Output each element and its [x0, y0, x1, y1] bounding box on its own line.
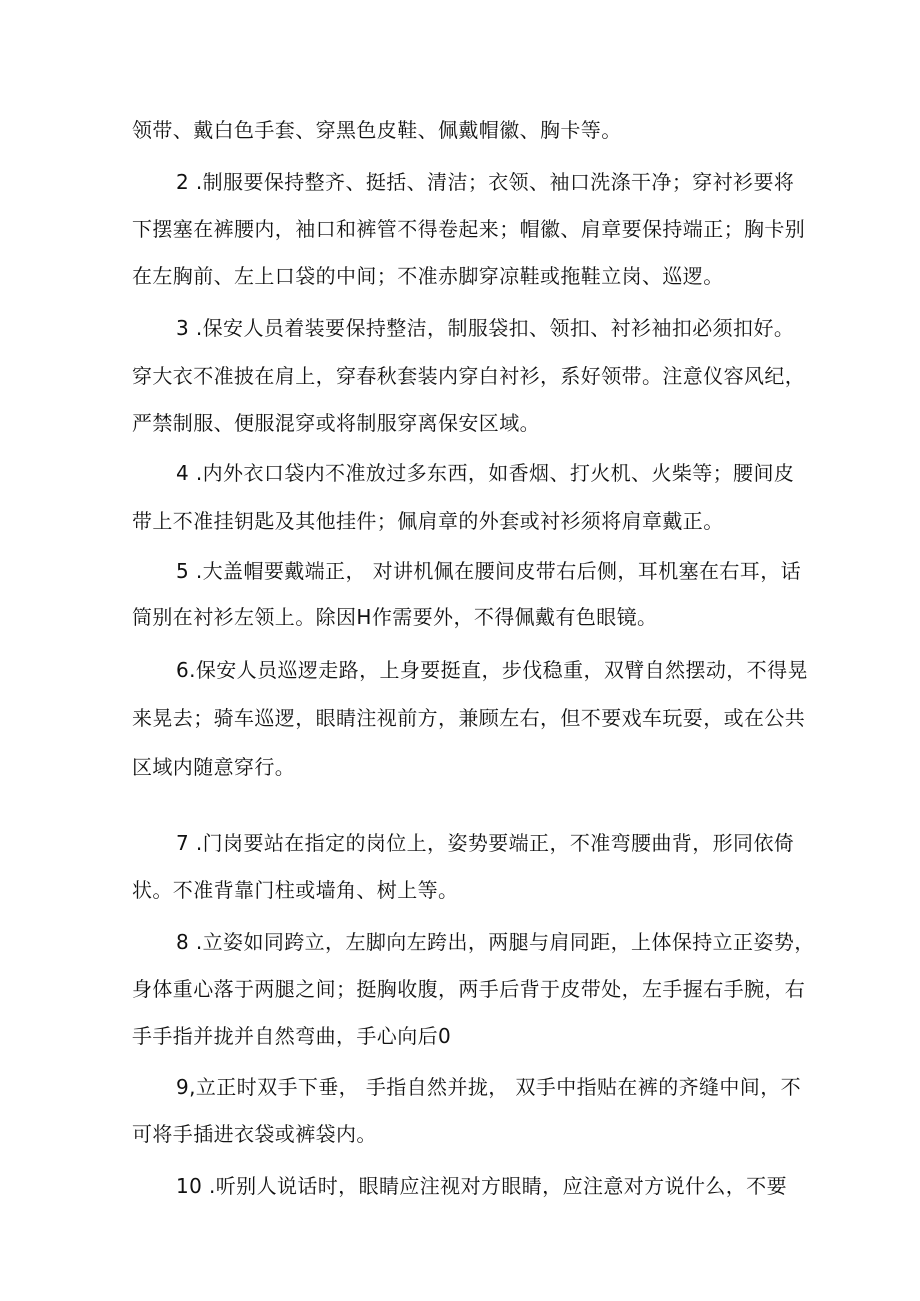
text-line: 身体重心落于两腿之间；挺胸收腹，两手后背于皮带处，左手握右手腕，右 — [132, 977, 806, 1001]
paragraph-7-start: 7 .门岗要站在指定的岗位上，姿势要端正，不准弯腰曲背，形同依倚 — [176, 831, 795, 855]
paragraph-6-start: 6.保安人员巡逻走路，上身要挺直，步伐稳重，双臂自然摆动，不得晃 — [176, 658, 808, 682]
text-line: 领带、戴白色手套、穿黑色皮鞋、佩戴帽徽、胸卡等。 — [132, 118, 622, 142]
text-line: 状。不准背靠门柱或墙角、树上等。 — [132, 878, 459, 902]
paragraph-4-start: 4 .内外衣口袋内不准放过多东西，如香烟、打火机、火柴等；腰间皮 — [176, 461, 795, 485]
text-line: 筒别在衬衫左领上。除因H作需要外，不得佩戴有色眼镜。 — [132, 605, 658, 629]
paragraph-8-start: 8 .立姿如同跨立，左脚向左跨出，两腿与肩同距，上体保持立正姿势， — [176, 930, 815, 954]
text-line: 严禁制服、便服混穿或将制服穿离保安区域。 — [132, 411, 540, 435]
paragraph-10-start: 10 .听别人说话时，眼睛应注视对方眼睛，应注意对方说什么，不要 — [176, 1174, 787, 1198]
paragraph-5-start: 5 .大盖帽要戴端正， 对讲机佩在腰间皮带右后侧，耳机塞在右耳，话 — [176, 559, 801, 583]
text-line: 区域内随意穿行。 — [132, 755, 296, 779]
text-line: 可将手插进衣袋或裤袋内。 — [132, 1122, 377, 1146]
paragraph-9-start: 9,立正时双手下垂， 手指自然并拢， 双手中指贴在裤的齐缝中间，不 — [176, 1075, 801, 1099]
text-line: 手手指并拢并自然弯曲，手心向后0 — [132, 1024, 452, 1048]
text-line: 带上不准挂钥匙及其他挂件；佩肩章的外套或衬衫须将肩章戴正。 — [132, 509, 724, 533]
text-line: 下摆塞在裤腰内，袖口和裤管不得卷起来；帽徽、肩章要保持端正；胸卡别 — [132, 217, 806, 241]
text-line: 在左胸前、左上口袋的中间；不准赤脚穿凉鞋或拖鞋立岗、巡逻。 — [132, 264, 724, 288]
paragraph-3-start: 3 .保安人员着装要保持整洁，制服袋扣、领扣、衬衫袖扣必须扣好。 — [176, 316, 795, 340]
text-line: 穿大衣不准披在肩上，穿春秋套装内穿白衬衫，系好领带。注意仪容风纪， — [132, 364, 806, 388]
text-line: 来晃去；骑车巡逻，眼睛注视前方，兼顾左右，但不要戏车玩耍，或在公共 — [132, 706, 806, 730]
paragraph-2-start: 2 .制服要保持整齐、挺括、清洁；衣领、袖口洗涤干净；穿衬衫要将 — [176, 170, 795, 194]
